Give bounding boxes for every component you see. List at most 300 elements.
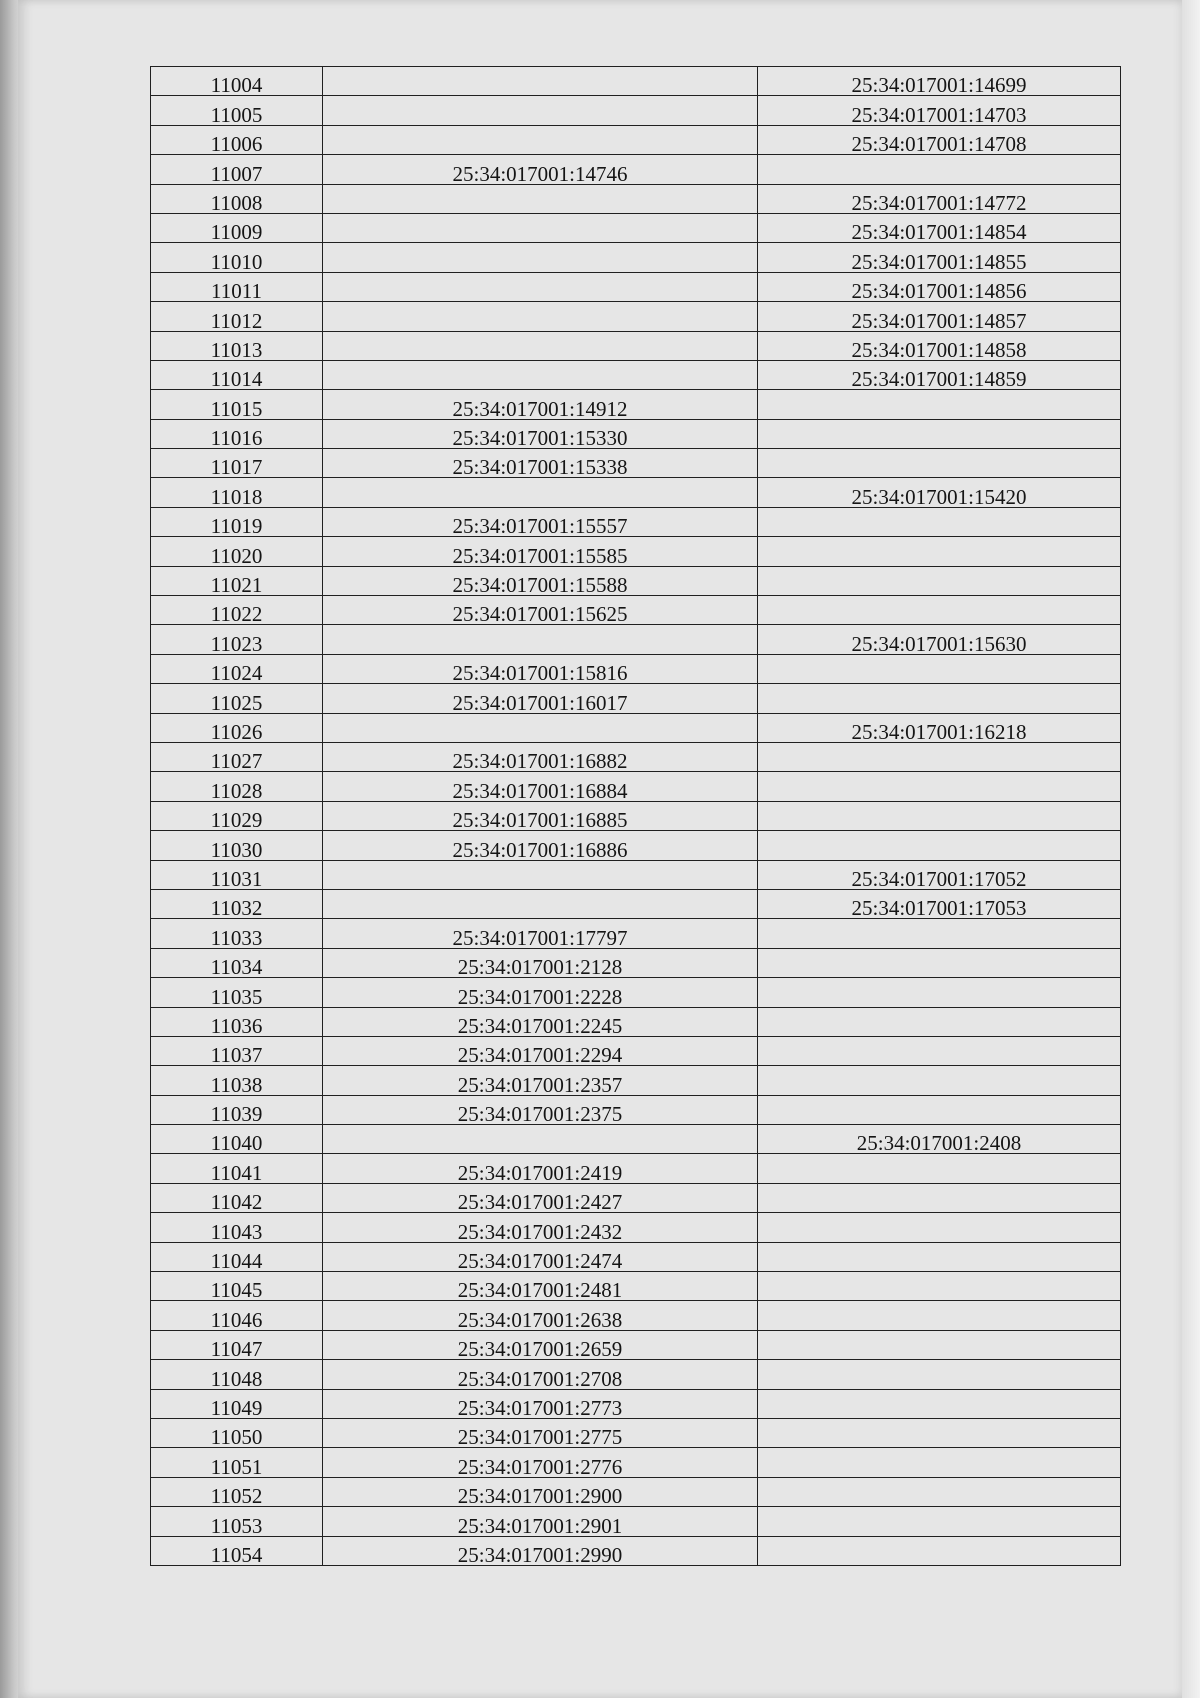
row-number-cell — [151, 1360, 323, 1389]
table-row — [151, 742, 1121, 771]
cadastral-number-cell-a — [323, 272, 758, 301]
row-number-cell — [151, 831, 323, 860]
cadastral-number-cell-b — [758, 889, 1121, 918]
cadastral-number-cell-a — [323, 478, 758, 507]
cadastral-number-cell-a-text: 25:34:017001:2773 — [457, 1395, 623, 1419]
cadastral-number-cell-a-text: 25:34:017001:2659 — [457, 1337, 623, 1360]
row-number-cell-text: 11030 — [210, 837, 263, 861]
row-number-cell-text: 11004 — [210, 73, 263, 96]
row-number-cell — [151, 772, 323, 801]
row-number-cell — [151, 390, 323, 419]
table-row — [151, 272, 1121, 301]
table-row — [151, 801, 1121, 830]
row-number-cell — [151, 860, 323, 889]
cadastral-number-cell-b — [758, 742, 1121, 771]
row-number-cell — [151, 184, 323, 213]
table-row — [151, 1242, 1121, 1271]
row-number-cell-text: 11027 — [210, 749, 263, 772]
cadastral-number-cell-b — [758, 390, 1121, 419]
table-row — [151, 243, 1121, 272]
cadastral-number-cell-b — [758, 1036, 1121, 1065]
row-number-cell-text: 11047 — [210, 1337, 263, 1360]
row-number-cell-text: 11028 — [210, 778, 263, 802]
row-number-cell-text: 11034 — [210, 955, 263, 978]
cadastral-number-cell-b — [758, 1066, 1121, 1095]
row-number-cell-text: 11012 — [210, 308, 263, 332]
cadastral-number-cell-a-text: 25:34:017001:15330 — [452, 426, 628, 449]
cadastral-number-cell-b — [758, 272, 1121, 301]
row-number-cell-text: 11025 — [210, 690, 263, 714]
cadastral-number-cell-b — [758, 449, 1121, 478]
table-row — [151, 1477, 1121, 1506]
cadastral-number-cell-b-text: 25:34:017001:14855 — [851, 249, 1027, 273]
cadastral-number-cell-b-text: 25:34:017001:14858 — [851, 337, 1027, 361]
table-row — [151, 507, 1121, 536]
cadastral-number-cell-a — [323, 331, 758, 360]
table-row — [151, 772, 1121, 801]
row-number-cell-text: 11017 — [210, 455, 263, 478]
row-number-cell-text: 11029 — [210, 808, 263, 831]
table-row — [151, 1507, 1121, 1536]
row-number-cell-text: 11019 — [210, 514, 263, 537]
cadastral-number-cell-b-text: 25:34:017001:2408 — [856, 1131, 1022, 1154]
table-row — [151, 1301, 1121, 1330]
cadastral-number-cell-a-text: 25:34:017001:2228 — [457, 984, 623, 1007]
row-number-cell — [151, 478, 323, 507]
cadastral-number-cell-a — [323, 596, 758, 625]
row-number-cell — [151, 1330, 323, 1359]
cadastral-number-table — [150, 66, 1121, 1566]
row-number-cell-text: 11039 — [210, 1102, 263, 1125]
row-number-cell — [151, 213, 323, 242]
table-row — [151, 184, 1121, 213]
cadastral-number-cell-a-text: 25:34:017001:2775 — [457, 1425, 623, 1448]
cadastral-number-cell-b-text: 25:34:017001:14857 — [851, 308, 1027, 332]
cadastral-number-cell-b — [758, 360, 1121, 389]
cadastral-number-cell-b — [758, 1536, 1121, 1565]
row-number-cell-text: 11020 — [210, 543, 263, 567]
table-row — [151, 125, 1121, 154]
cadastral-number-cell-b — [758, 419, 1121, 448]
row-number-cell — [151, 654, 323, 683]
cadastral-number-cell-a-text: 25:34:017001:2990 — [457, 1542, 623, 1566]
table-row — [151, 1095, 1121, 1124]
table-row — [151, 919, 1121, 948]
cadastral-number-cell-a-text: 25:34:017001:15338 — [452, 455, 628, 478]
table-row — [151, 390, 1121, 419]
row-number-cell — [151, 125, 323, 154]
cadastral-number-cell-a — [323, 1418, 758, 1447]
row-number-cell-text: 11036 — [210, 1013, 263, 1037]
table-row — [151, 1183, 1121, 1212]
cadastral-number-cell-b-text: 25:34:017001:14859 — [851, 367, 1027, 390]
table-row — [151, 155, 1121, 184]
row-number-cell — [151, 684, 323, 713]
cadastral-number-cell-a-text: 25:34:017001:2357 — [457, 1072, 623, 1096]
cadastral-number-cell-a — [323, 978, 758, 1007]
row-number-cell-text: 11007 — [210, 161, 263, 185]
row-number-cell-text: 11035 — [210, 984, 263, 1007]
cadastral-number-cell-b-text: 25:34:017001:17053 — [851, 896, 1027, 919]
cadastral-number-cell-a-text: 25:34:017001:2427 — [457, 1190, 623, 1213]
cadastral-number-cell-b — [758, 478, 1121, 507]
row-number-cell-text: 11031 — [210, 866, 263, 890]
table-row — [151, 331, 1121, 360]
cadastral-number-cell-b — [758, 596, 1121, 625]
row-number-cell-text: 11050 — [210, 1425, 263, 1448]
scan-right-edge — [1182, 0, 1200, 1698]
cadastral-number-cell-a — [323, 654, 758, 683]
cadastral-number-cell-b — [758, 1213, 1121, 1242]
cadastral-number-cell-b — [758, 919, 1121, 948]
table-row — [151, 1066, 1121, 1095]
cadastral-number-cell-b-text: 25:34:017001:15630 — [851, 631, 1027, 655]
cadastral-number-cell-a — [323, 1154, 758, 1183]
cadastral-number-cell-a — [323, 1066, 758, 1095]
cadastral-number-cell-b-text: 25:34:017001:16218 — [851, 719, 1027, 743]
cadastral-number-cell-a — [323, 125, 758, 154]
row-number-cell — [151, 360, 323, 389]
row-number-cell — [151, 1125, 323, 1154]
table-row — [151, 889, 1121, 918]
cadastral-number-cell-a — [323, 537, 758, 566]
cadastral-number-cell-a — [323, 67, 758, 96]
cadastral-number-cell-a — [323, 507, 758, 536]
cadastral-number-cell-b — [758, 302, 1121, 331]
cadastral-number-cell-b — [758, 1389, 1121, 1418]
cadastral-number-cell-a — [323, 566, 758, 595]
cadastral-number-cell-a — [323, 742, 758, 771]
cadastral-number-cell-a — [323, 1448, 758, 1477]
row-number-cell — [151, 742, 323, 771]
cadastral-number-cell-a — [323, 1272, 758, 1301]
table-row — [151, 1154, 1121, 1183]
cadastral-number-cell-a — [323, 831, 758, 860]
row-number-cell-text: 11054 — [210, 1542, 263, 1566]
row-number-cell-text: 11005 — [210, 102, 263, 126]
cadastral-number-cell-b — [758, 1125, 1121, 1154]
cadastral-number-cell-a — [323, 1389, 758, 1418]
row-number-cell-text: 11042 — [210, 1190, 263, 1213]
cadastral-number-cell-b — [758, 507, 1121, 536]
cadastral-number-cell-a-text: 25:34:017001:2481 — [457, 1278, 623, 1301]
table-row — [151, 360, 1121, 389]
row-number-cell — [151, 1418, 323, 1447]
row-number-cell-text: 11048 — [210, 1366, 263, 1390]
table-row — [151, 596, 1121, 625]
cadastral-number-cell-a-text: 25:34:017001:17797 — [452, 925, 628, 949]
row-number-cell-text: 11043 — [210, 1219, 263, 1243]
table-row — [151, 1007, 1121, 1036]
cadastral-number-cell-b — [758, 213, 1121, 242]
row-number-cell-text: 11014 — [210, 367, 263, 390]
row-number-cell — [151, 1507, 323, 1536]
cadastral-number-cell-a — [323, 1507, 758, 1536]
cadastral-number-cell-a-text: 25:34:017001:15816 — [452, 661, 628, 684]
table-row — [151, 684, 1121, 713]
cadastral-number-cell-a-text: 25:34:017001:15557 — [452, 514, 628, 537]
cadastral-number-cell-b-text: 25:34:017001:14854 — [851, 220, 1027, 243]
table-row — [151, 96, 1121, 125]
cadastral-number-cell-b — [758, 831, 1121, 860]
cadastral-number-cell-b — [758, 1183, 1121, 1212]
row-number-cell — [151, 1066, 323, 1095]
row-number-cell-text: 11040 — [210, 1131, 263, 1154]
row-number-cell-text: 11052 — [210, 1484, 263, 1507]
row-number-cell-text: 11038 — [210, 1072, 263, 1096]
cadastral-number-cell-a — [323, 155, 758, 184]
cadastral-number-cell-a — [323, 1242, 758, 1271]
row-number-cell-text: 11033 — [210, 925, 263, 949]
cadastral-number-cell-b-text: 25:34:017001:14856 — [851, 279, 1027, 302]
row-number-cell — [151, 1095, 323, 1124]
cadastral-number-cell-a-text: 25:34:017001:15625 — [452, 602, 628, 625]
cadastral-number-cell-a — [323, 1036, 758, 1065]
row-number-cell — [151, 1448, 323, 1477]
cadastral-number-cell-a — [323, 213, 758, 242]
table-row — [151, 1389, 1121, 1418]
cadastral-number-cell-a — [323, 243, 758, 272]
cadastral-number-cell-a — [323, 713, 758, 742]
table-row — [151, 1448, 1121, 1477]
row-number-cell — [151, 1301, 323, 1330]
row-number-cell-text: 11011 — [211, 279, 262, 302]
row-number-cell — [151, 1007, 323, 1036]
row-number-cell-text: 11006 — [210, 132, 263, 155]
table-row — [151, 978, 1121, 1007]
cadastral-number-cell-b — [758, 331, 1121, 360]
row-number-cell — [151, 1389, 323, 1418]
cadastral-number-cell-a-text: 25:34:017001:2638 — [457, 1307, 623, 1331]
row-number-cell — [151, 889, 323, 918]
table-row — [151, 213, 1121, 242]
cadastral-number-cell-b — [758, 96, 1121, 125]
cadastral-number-cell-a — [323, 1095, 758, 1124]
row-number-cell-text: 11044 — [210, 1249, 263, 1272]
cadastral-number-cell-a-text: 25:34:017001:2245 — [457, 1013, 623, 1037]
cadastral-number-cell-b — [758, 1242, 1121, 1271]
row-number-cell — [151, 1272, 323, 1301]
cadastral-number-cell-a — [323, 919, 758, 948]
cadastral-number-cell-a-text: 25:34:017001:2776 — [457, 1454, 623, 1478]
row-number-cell — [151, 948, 323, 977]
row-number-cell-text: 11045 — [210, 1278, 263, 1301]
row-number-cell-text: 11032 — [210, 896, 263, 919]
cadastral-number-cell-b-text: 25:34:017001:14699 — [851, 73, 1027, 96]
cadastral-number-cell-a-text: 25:34:017001:2128 — [457, 955, 623, 978]
row-number-cell — [151, 507, 323, 536]
row-number-cell — [151, 1536, 323, 1565]
table-row — [151, 1418, 1121, 1447]
row-number-cell — [151, 919, 323, 948]
cadastral-number-cell-b — [758, 684, 1121, 713]
row-number-cell-text: 11009 — [210, 220, 263, 243]
cadastral-number-cell-a — [323, 449, 758, 478]
row-number-cell-text: 11015 — [210, 396, 263, 420]
row-number-cell-text: 11010 — [210, 249, 263, 273]
cadastral-number-cell-b — [758, 537, 1121, 566]
cadastral-number-cell-a-text: 25:34:017001:15585 — [452, 543, 628, 567]
table-row — [151, 566, 1121, 595]
cadastral-number-cell-b — [758, 67, 1121, 96]
cadastral-number-cell-a — [323, 772, 758, 801]
row-number-cell — [151, 1242, 323, 1271]
cadastral-number-cell-b-text: 25:34:017001:14703 — [851, 102, 1027, 126]
cadastral-number-cell-b-text: 25:34:017001:17052 — [851, 866, 1027, 890]
cadastral-number-cell-b — [758, 1360, 1121, 1389]
cadastral-number-cell-a-text: 25:34:017001:16882 — [452, 749, 628, 772]
cadastral-number-cell-b — [758, 566, 1121, 595]
cadastral-number-cell-a-text: 25:34:017001:2294 — [457, 1043, 623, 1066]
table-row — [151, 1536, 1121, 1565]
cadastral-number-cell-b-text: 25:34:017001:15420 — [851, 484, 1027, 508]
table-row — [151, 860, 1121, 889]
table-row — [151, 831, 1121, 860]
cadastral-number-cell-a — [323, 1536, 758, 1565]
cadastral-number-cell-a-text: 25:34:017001:2474 — [457, 1249, 623, 1272]
cadastral-number-cell-b — [758, 801, 1121, 830]
cadastral-number-cell-b — [758, 125, 1121, 154]
cadastral-number-cell-a — [323, 1301, 758, 1330]
row-number-cell-text: 11051 — [210, 1454, 263, 1478]
cadastral-number-cell-b — [758, 1448, 1121, 1477]
cadastral-number-cell-a — [323, 1007, 758, 1036]
row-number-cell — [151, 566, 323, 595]
cadastral-number-cell-b — [758, 1477, 1121, 1506]
cadastral-number-cell-b — [758, 1418, 1121, 1447]
cadastral-number-cell-a — [323, 1183, 758, 1212]
cadastral-number-cell-b — [758, 772, 1121, 801]
row-number-cell — [151, 419, 323, 448]
cadastral-number-cell-a — [323, 184, 758, 213]
cadastral-number-cell-a-text: 25:34:017001:2900 — [457, 1484, 623, 1507]
cadastral-number-cell-b — [758, 1095, 1121, 1124]
row-number-cell-text: 11016 — [210, 426, 263, 449]
cadastral-number-cell-a-text: 25:34:017001:2708 — [457, 1366, 623, 1390]
cadastral-number-cell-a — [323, 801, 758, 830]
cadastral-number-cell-a-text: 25:34:017001:2901 — [457, 1513, 623, 1537]
row-number-cell-text: 11053 — [210, 1513, 263, 1537]
cadastral-number-cell-b — [758, 860, 1121, 889]
table-row — [151, 1330, 1121, 1359]
cadastral-number-cell-a-text: 25:34:017001:14912 — [452, 396, 628, 420]
table-row — [151, 449, 1121, 478]
table-row — [151, 1213, 1121, 1242]
row-number-cell — [151, 537, 323, 566]
table-row — [151, 654, 1121, 683]
cadastral-number-cell-a — [323, 302, 758, 331]
cadastral-number-cell-a — [323, 360, 758, 389]
row-number-cell-text: 11021 — [210, 573, 263, 596]
row-number-cell-text: 11013 — [210, 337, 263, 361]
cadastral-number-cell-b — [758, 1007, 1121, 1036]
cadastral-number-cell-a — [323, 1330, 758, 1359]
row-number-cell-text: 11037 — [210, 1043, 263, 1066]
row-number-cell-text: 11018 — [210, 484, 263, 508]
row-number-cell-text: 11008 — [210, 190, 263, 214]
cadastral-number-cell-a — [323, 684, 758, 713]
cadastral-number-cell-a — [323, 1125, 758, 1154]
table-row — [151, 67, 1121, 96]
table-row — [151, 302, 1121, 331]
row-number-cell-text: 11049 — [210, 1395, 263, 1419]
cadastral-number-cell-a — [323, 948, 758, 977]
row-number-cell — [151, 1154, 323, 1183]
cadastral-number-cell-a — [323, 889, 758, 918]
cadastral-number-cell-b — [758, 1154, 1121, 1183]
cadastral-number-cell-b — [758, 948, 1121, 977]
cadastral-number-cell-b — [758, 243, 1121, 272]
cadastral-number-cell-a-text: 25:34:017001:16885 — [452, 808, 628, 831]
row-number-cell — [151, 155, 323, 184]
table-row — [151, 419, 1121, 448]
row-number-cell-text: 11022 — [210, 602, 263, 625]
table-row — [151, 478, 1121, 507]
cadastral-number-cell-a — [323, 419, 758, 448]
cadastral-number-cell-b — [758, 625, 1121, 654]
cadastral-number-cell-a-text: 25:34:017001:2375 — [457, 1102, 623, 1125]
cadastral-number-cell-a-text: 25:34:017001:2432 — [457, 1219, 623, 1243]
cadastral-number-cell-b — [758, 978, 1121, 1007]
cadastral-number-cell-b-text: 25:34:017001:14708 — [851, 132, 1027, 155]
cadastral-number-cell-a — [323, 390, 758, 419]
row-number-cell — [151, 713, 323, 742]
row-number-cell — [151, 1036, 323, 1065]
row-number-cell-text: 11041 — [210, 1160, 263, 1184]
cadastral-number-cell-a-text: 25:34:017001:16886 — [452, 837, 628, 861]
cadastral-number-cell-b — [758, 713, 1121, 742]
table-row — [151, 1360, 1121, 1389]
cadastral-number-cell-a-text: 25:34:017001:16884 — [452, 778, 628, 802]
row-number-cell — [151, 1183, 323, 1212]
row-number-cell — [151, 1477, 323, 1506]
row-number-cell — [151, 302, 323, 331]
cadastral-number-cell-a-text: 25:34:017001:15588 — [452, 573, 628, 596]
cadastral-number-cell-b — [758, 1507, 1121, 1536]
row-number-cell-text: 11046 — [210, 1307, 263, 1331]
cadastral-number-cell-a-text: 25:34:017001:2419 — [457, 1160, 623, 1184]
cadastral-number-cell-b — [758, 184, 1121, 213]
row-number-cell — [151, 596, 323, 625]
cadastral-number-cell-a — [323, 96, 758, 125]
cadastral-number-cell-a — [323, 625, 758, 654]
cadastral-number-cell-b-text: 25:34:017001:14772 — [851, 190, 1027, 214]
row-number-cell — [151, 272, 323, 301]
row-number-cell — [151, 96, 323, 125]
table-row — [151, 948, 1121, 977]
cadastral-number-cell-a-text: 25:34:017001:14746 — [452, 161, 628, 185]
table-row — [151, 1125, 1121, 1154]
row-number-cell — [151, 625, 323, 654]
row-number-cell-text: 11026 — [210, 719, 263, 743]
cadastral-number-cell-b — [758, 155, 1121, 184]
table-row — [151, 537, 1121, 566]
row-number-cell — [151, 801, 323, 830]
cadastral-number-cell-b — [758, 654, 1121, 683]
table-body — [151, 67, 1121, 1566]
cadastral-number-cell-b — [758, 1272, 1121, 1301]
cadastral-number-cell-a — [323, 1213, 758, 1242]
table-row — [151, 625, 1121, 654]
row-number-cell — [151, 1213, 323, 1242]
row-number-cell — [151, 978, 323, 1007]
row-number-cell — [151, 243, 323, 272]
row-number-cell — [151, 67, 323, 96]
cadastral-number-cell-b — [758, 1330, 1121, 1359]
row-number-cell — [151, 449, 323, 478]
row-number-cell — [151, 331, 323, 360]
cadastral-number-cell-a — [323, 1477, 758, 1506]
